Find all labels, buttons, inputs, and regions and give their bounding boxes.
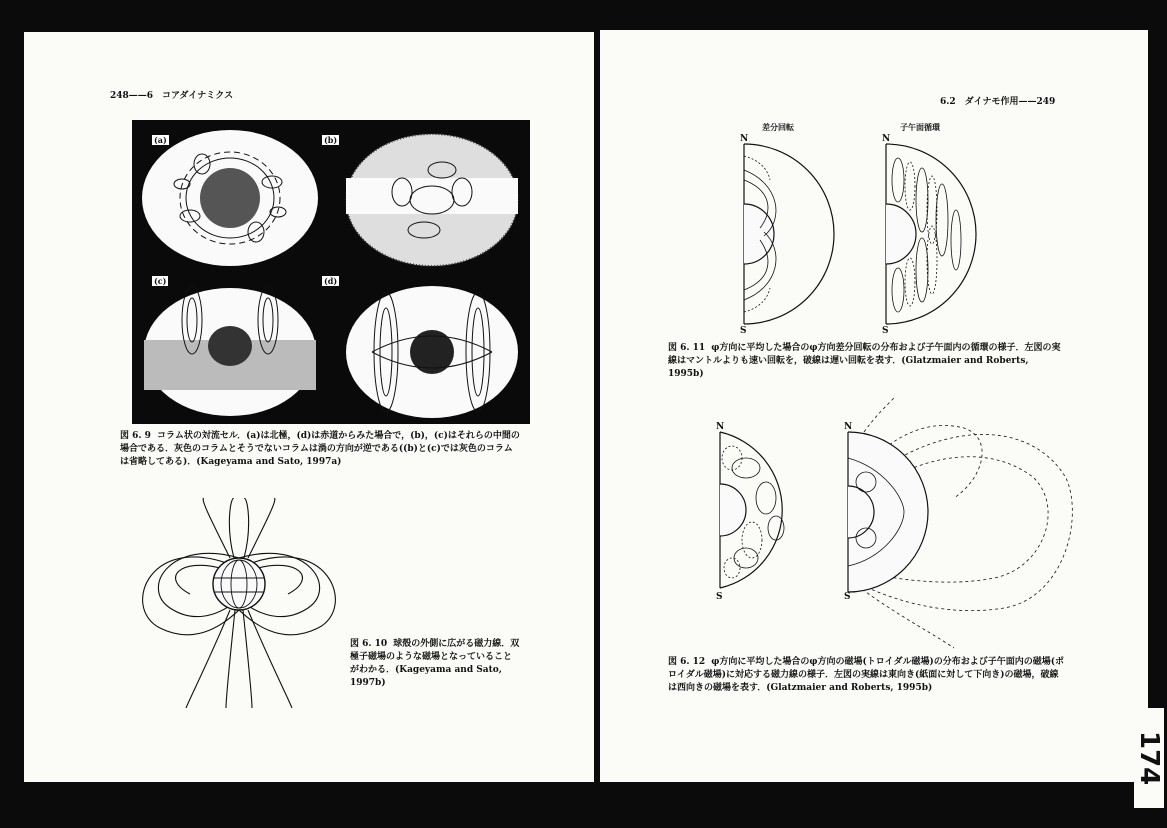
- pole-label-n: N: [844, 422, 853, 432]
- panel-b-oblique-view: [346, 134, 518, 266]
- caption-fig-6-12: [668, 656, 1064, 695]
- caption-text: φ方向に平均した場合のφ方向差分回転の分布および子午面内の循環の様子．左図の実線はマントルよりも速い回転を，破線は遅い回転を表す．(Glatzmaier and Roberts, 1995b): [668, 343, 1061, 379]
- pole-label-s: S: [716, 592, 723, 602]
- figure-6-9: [132, 120, 530, 424]
- fig-6-12-right-plot: [844, 398, 1076, 654]
- fig-6-12-left-plot: [716, 428, 808, 592]
- caption-fig-6-9: [120, 430, 520, 469]
- caption-text: φ方向に平均した場合のφ方向の磁場(トロイダル磁場)の分布および子午面内の磁場(ポロイダル磁場)に対応する磁力線の様子．左図の実線は東向き(紙面に対して下向き)の磁場，破線は西向きの磁場を表す．(Glatzmaier and Roberts, 1995b): [668, 657, 1064, 693]
- caption-fig-6-10: [350, 638, 520, 690]
- caption-number: 図 6. 12: [668, 657, 706, 667]
- pole-label-s: S: [740, 326, 747, 336]
- panel-label-a: (a): [154, 135, 167, 145]
- page-header-left: 248——6 コアダイナミクス: [110, 91, 234, 101]
- pole-label-s: S: [844, 592, 851, 602]
- pole-label-s: S: [882, 326, 889, 336]
- caption-fig-6-11: [668, 342, 1064, 381]
- caption-number: 図 6. 11: [668, 343, 706, 353]
- fig-6-11-title-differential-rotation: 差分回転: [762, 122, 794, 132]
- page-header-right: 6.2 ダイナモ作用——249: [940, 97, 1056, 107]
- pole-label-n: N: [716, 422, 725, 432]
- fig-6-11-right-plot: [882, 140, 982, 328]
- panel-label-d: (d): [324, 276, 338, 286]
- caption-number: 図 6. 9: [120, 431, 151, 441]
- panel-a-polar-view: [142, 130, 318, 266]
- handwritten-page-note: 174: [1134, 708, 1164, 808]
- caption-text: 球殻の外側に広がる磁力線．双極子磁場のような磁場となっていることがわかる．(Kageyama and Sato, 1997b): [350, 639, 520, 688]
- panel-label-c: (c): [154, 276, 167, 286]
- right-page: [600, 30, 1148, 782]
- fig-6-11-title-meridional-circulation: 子午面循環: [900, 122, 940, 132]
- pole-label-n: N: [740, 134, 749, 144]
- pole-label-n: N: [882, 134, 891, 144]
- caption-number: 図 6. 10: [350, 639, 388, 649]
- panel-label-b: (b): [324, 135, 338, 145]
- figure-6-10: [130, 498, 348, 708]
- left-page: [24, 32, 594, 782]
- caption-text: コラム状の対流セル．(a)は北極，(d)は赤道からみた場合で，(b)，(c)はそれらの中間の場合である．灰色のコラムとそうでないコラムは渦の方向が逆である((b)と(c)では灰色のコラムは省略してある)．(Kageyama and Sato, 1997a): [120, 431, 520, 467]
- fig-6-11-left-plot: [740, 140, 840, 328]
- panel-d-equatorial-view: [346, 286, 518, 418]
